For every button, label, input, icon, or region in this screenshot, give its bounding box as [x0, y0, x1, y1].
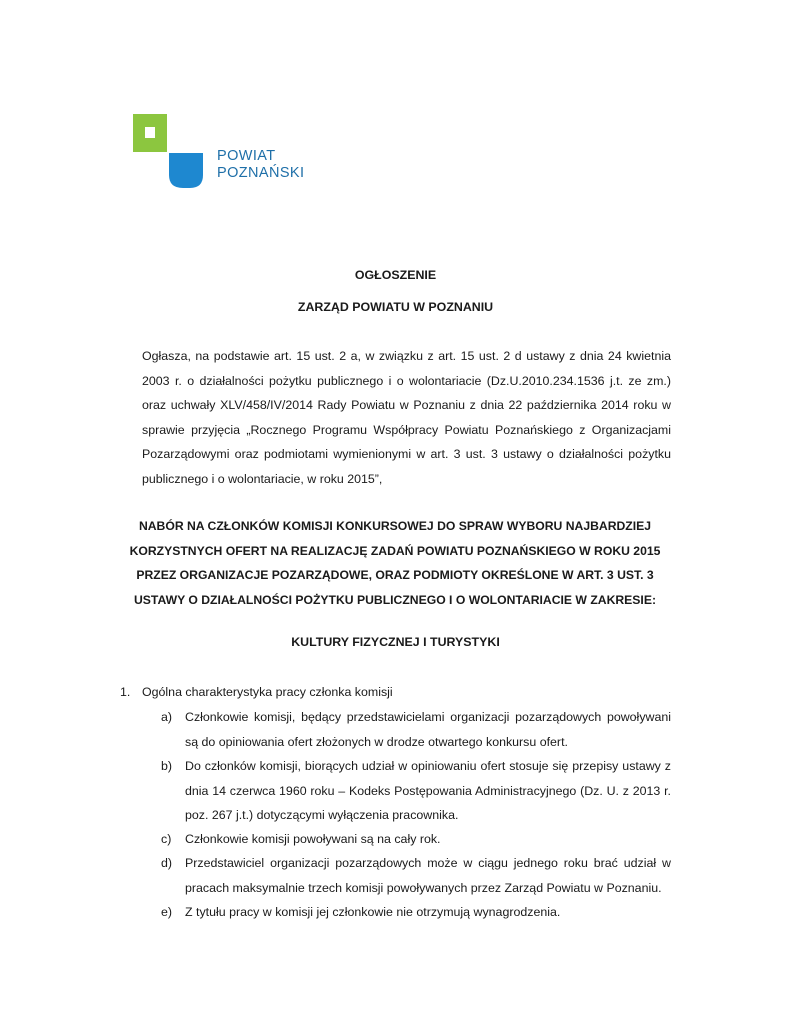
list-item-a	[161, 705, 671, 754]
list-item-text: Członkowie komisji powoływani są na cały rok.	[185, 832, 441, 846]
logo-wordmark	[217, 148, 304, 182]
page-title: OGŁOSZENIE	[354, 268, 437, 282]
logo-line-2: POZNAŃSKI	[217, 165, 305, 181]
powiat-logo	[133, 114, 303, 189]
intro-paragraph: Ogłasza, na podstawie art. 15 ust. 2 a, w związku z art. 15 ust. 2 d ustawy z dnia 24 kwietnia 2003 r. o działalności pożytku publicznego i o wolontariacie (Dz.U.2010.234.1536 j.t. ze zm.) oraz uchwały XLV/458/IV/2014 Rady Powiatu w Poznaniu z dnia 22 października 2014 roku w sprawie przyjęcia „Rocznego Programu Współpracy Powiatu Poznańskiego z Organizacjami Pozarządowymi oraz podmiotami wymienionymi w art. 3 ust. 3 ustawy o działalności pożytku publicznego i o wolontariacie, w roku 2015”,	[142, 349, 671, 486]
list-item-b	[161, 754, 671, 828]
list-item-letter: d)	[161, 856, 173, 870]
list-item-d	[161, 851, 671, 900]
list-item-letter: b)	[161, 759, 173, 773]
logo-blue-shape	[169, 153, 203, 188]
page-subtitle: ZARZĄD POWIATU W POZNANIU	[297, 300, 494, 314]
logo-white-hole	[145, 127, 155, 138]
logo-line-1: POWIAT	[217, 148, 276, 164]
announcement-heading: NABÓR NA CZŁONKÓW KOMISJI KONKURSOWEJ DO SPRAW WYBORU NAJBARDZIEJ KORZYSTNYCH OFERT NA REALIZACJĘ ZADAŃ POWIATU POZNAŃSKIEGO W ROKU 2015 PRZEZ ORGANIZACJE POZARZĄDOWE, ORAZ PODMIOTY OKREŚLONE W ART. 3 UST. 3 USTAWY O DZIAŁALNOŚCI POŻYTKU PUBLICZNEGO I O WOLONTARIACIE W ZAKRESIE:	[129, 519, 661, 607]
section-1-heading	[120, 680, 393, 705]
list-item-text: Przedstawiciel organizacji pozarządowych może w ciągu jednego roku brać udział w pracach maksymalnie trzech komisji powoływanych przez Zarząd Powiatu w Poznaniu.	[185, 856, 671, 895]
list-item-letter: c)	[161, 832, 172, 846]
scope-heading: KULTURY FIZYCZNEJ I TURYSTYKI	[291, 635, 500, 649]
section-1-number: 1.	[120, 685, 131, 699]
list-item-text: Do członków komisji, biorących udział w opiniowaniu ofert stosuje się przepisy ustawy z dnia 14 czerwca 1960 roku – Kodeks Postępowania Administracyjnego (Dz. U. z 2013 r. poz. 267 j.t.) dotyczącymi wyłączenia pracownika.	[185, 759, 671, 822]
section-1-title: Ogólna charakterystyka pracy członka komisji	[142, 685, 393, 699]
list-item-text: Z tytułu pracy w komisji jej członkowie nie otrzymują wynagrodzenia.	[185, 905, 561, 919]
list-item-letter: e)	[161, 905, 173, 919]
list-item-letter: a)	[161, 710, 173, 724]
list-item-text: Członkowie komisji, będący przedstawicielami organizacji pozarządowych powoływani są do opiniowania ofert złożonych w drodze otwartego konkursu ofert.	[185, 710, 671, 749]
list-item-c	[161, 827, 671, 852]
list-item-e	[161, 900, 671, 925]
powiat-logo-mark	[133, 114, 213, 189]
